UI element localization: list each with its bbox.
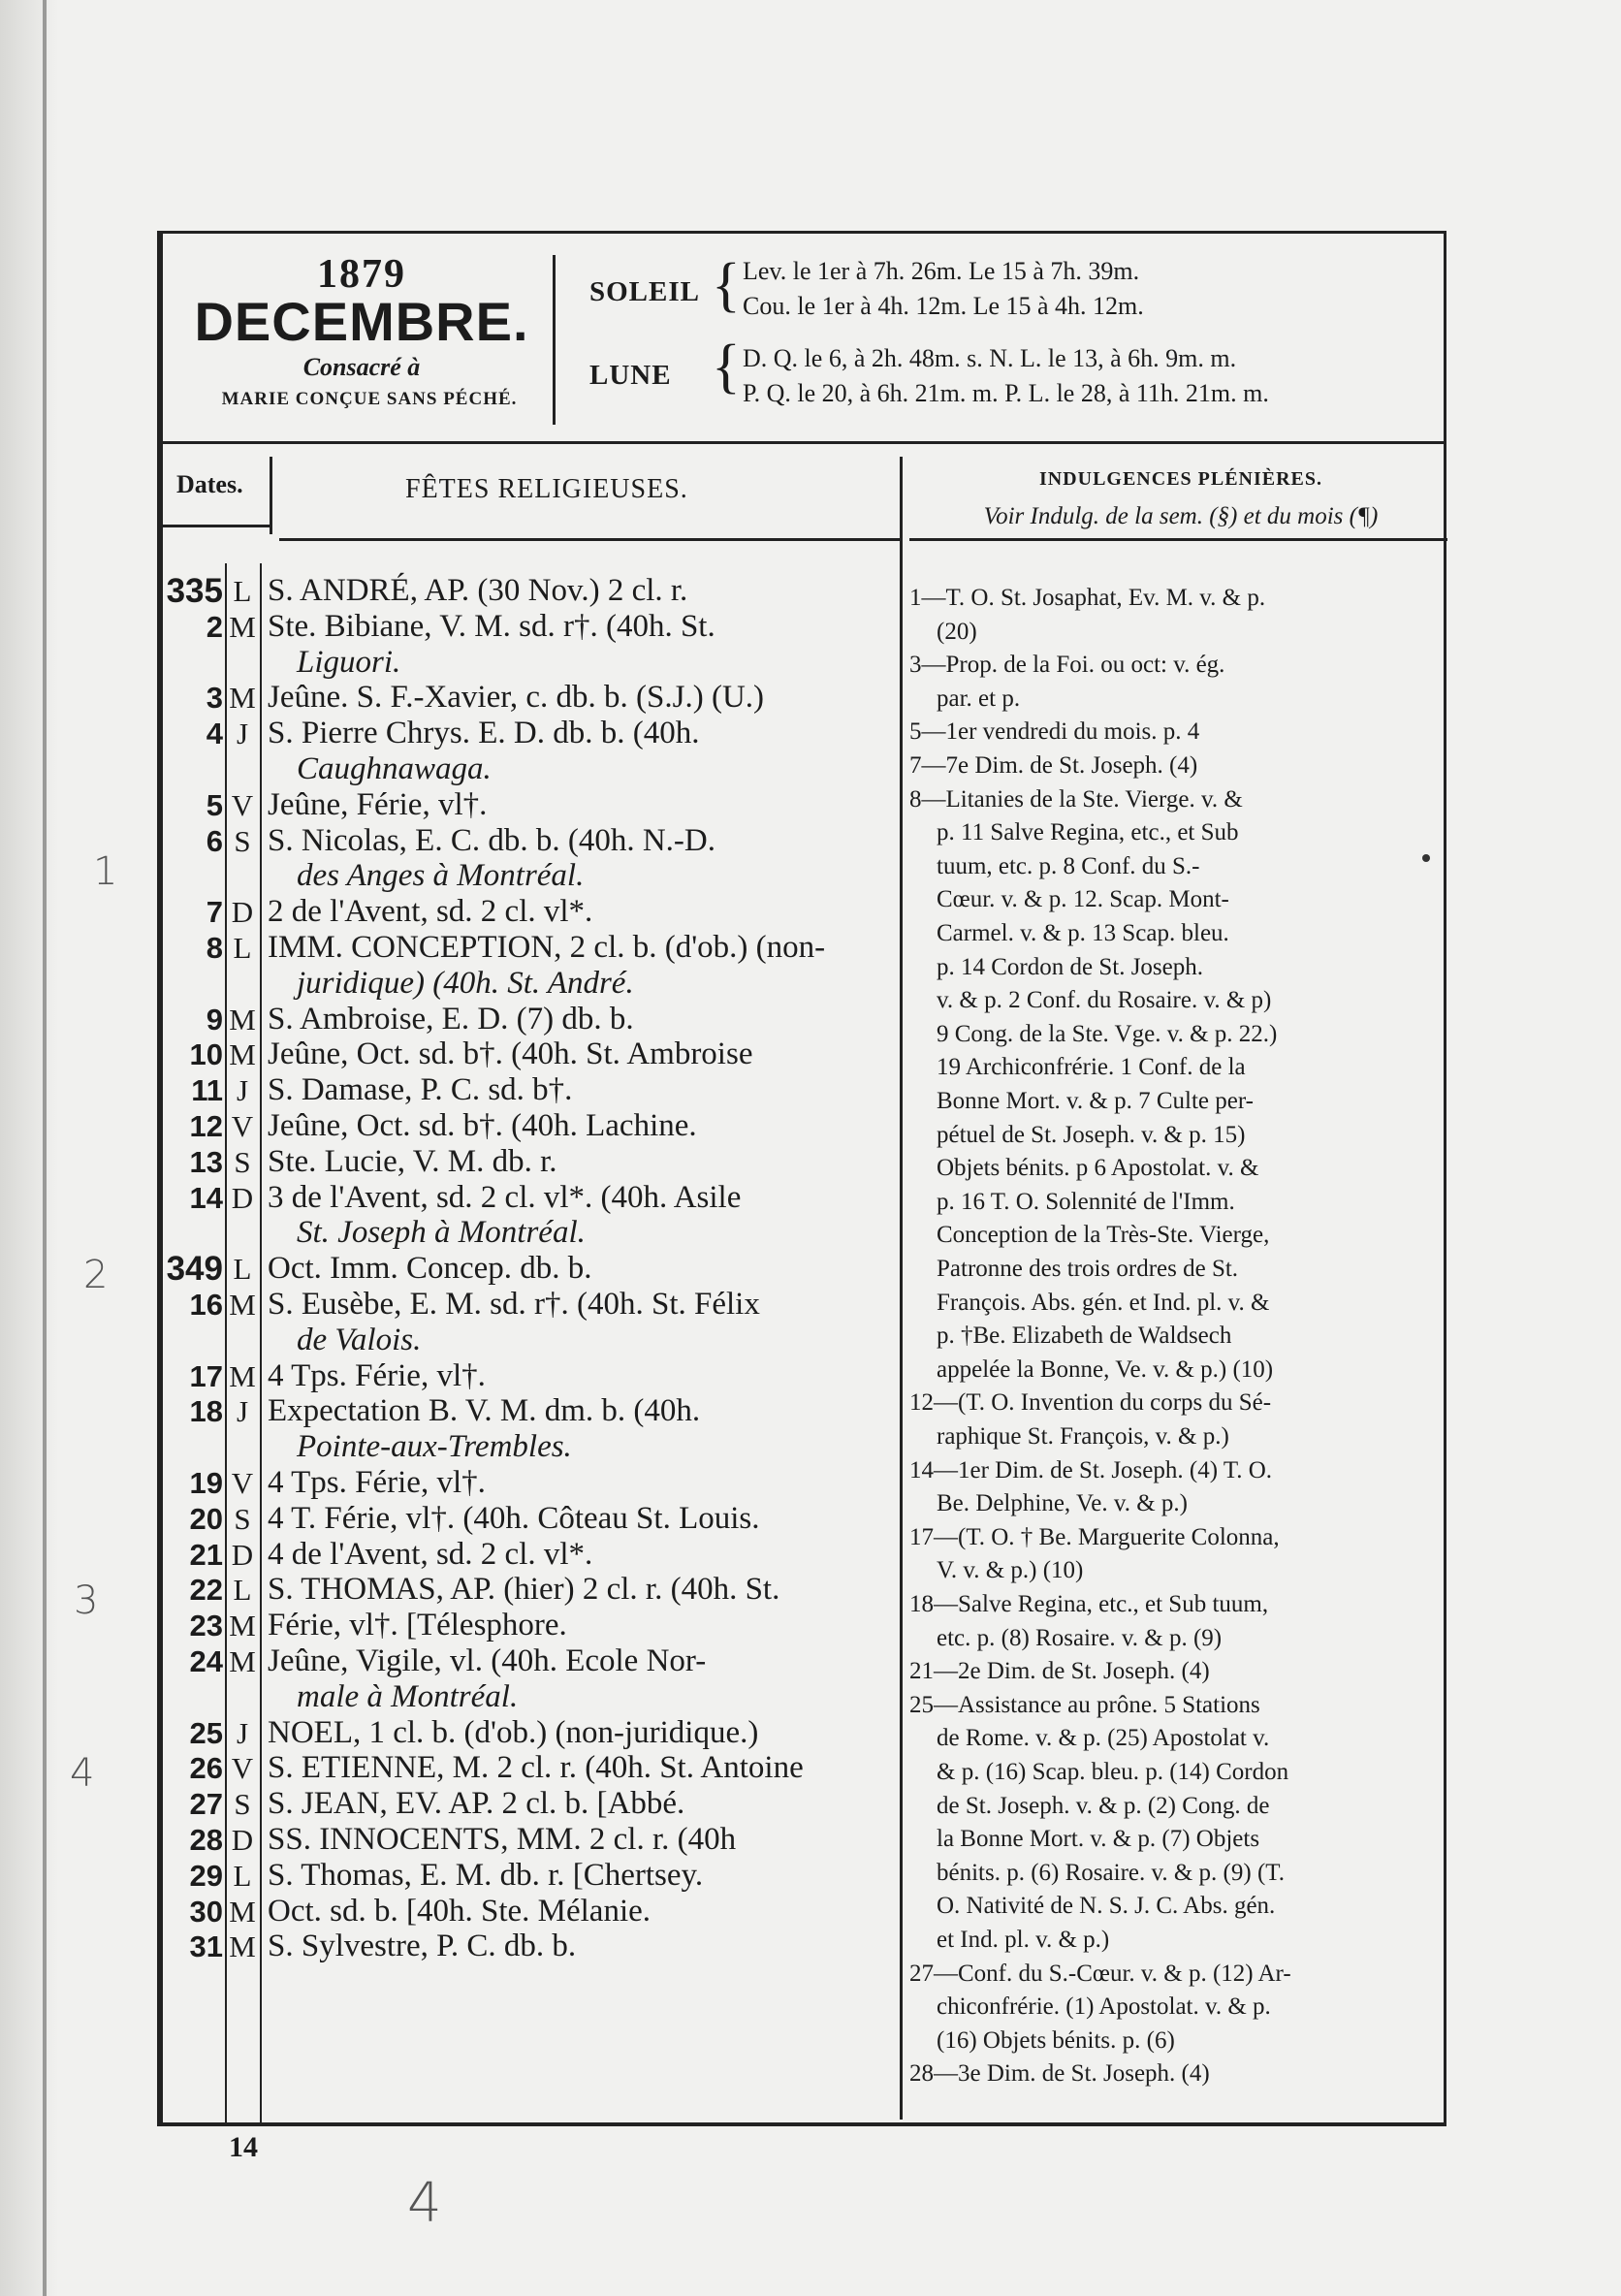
fete-text: Caughnawaga.: [297, 751, 492, 786]
col-indulgences: INDULGENCES PLÉNIÈRES.: [1038, 468, 1323, 490]
day-number: 25: [189, 1715, 223, 1750]
margin-dot: [1422, 854, 1430, 862]
page-number: 14: [229, 2131, 258, 2163]
indulgence-line: & p. (16) Scap. bleu. p. (14) Cordon: [937, 1759, 1289, 1785]
weekday-letter: M: [229, 1288, 256, 1322]
weekday-letter: V: [231, 787, 254, 822]
dedication-to: MARIE CONÇUE SANS PÉCHÉ.: [221, 389, 518, 409]
weekday-letter: S: [234, 1787, 251, 1822]
dedication: Consacré à: [302, 353, 421, 381]
fete-text: S. Nicolas, E. C. db. b. (40h. N.-D.: [268, 822, 715, 858]
day-number: 8: [206, 931, 223, 965]
indulgence-line: de Rome. v. & p. (25) Apostolat v.: [937, 1725, 1270, 1752]
weekday-letter: M: [229, 609, 256, 644]
weekday-letter: L: [233, 1573, 252, 1608]
day-number: 2: [206, 609, 223, 644]
indulgence-line: 14—1er Dim. de St. Joseph. (4) T. O.: [909, 1456, 1273, 1483]
weekday-letter: D: [231, 895, 254, 930]
weekday-letter: D: [231, 1180, 254, 1215]
month-block: [163, 234, 560, 428]
fete-text: juridique) (40h. St. André.: [297, 965, 634, 1001]
fete-text: IMM. CONCEPTION, 2 cl. b. (d'ob.) (non-: [268, 930, 826, 965]
day-number: 13: [189, 1144, 223, 1179]
fete-text: 3 de l'Avent, sd. 2 cl. vl*. (40h. Asile: [268, 1179, 742, 1215]
indulgence-line: bénits. p. (6) Rosaire. v. & p. (9) (T.: [937, 1859, 1285, 1886]
fete-text: Jeûne, Férie, vl†.: [268, 786, 488, 822]
indulgence-line: p. 11 Salve Regina, etc., et Sub: [937, 819, 1239, 846]
col-dates: Dates.: [176, 470, 243, 498]
indulgence-line: par. et p.: [937, 685, 1021, 712]
indulgence-line: 27—Conf. du S.-Cœur. v. & p. (12) Ar-: [909, 1960, 1291, 1987]
day-number: 21: [189, 1537, 223, 1572]
weekday-letter: M: [229, 1894, 256, 1929]
fete-text: Expectation B. V. M. dm. b. (40h.: [268, 1393, 701, 1429]
fete-text: S. JEAN, EV. AP. 2 cl. b. [Abbé.: [268, 1786, 685, 1822]
fete-text: 4 de l'Avent, sd. 2 cl. vl*.: [268, 1536, 593, 1572]
year: 1879: [317, 252, 406, 297]
weekday-letter: L: [233, 574, 252, 608]
weekday-letter: S: [234, 1501, 251, 1536]
fete-text: S. THOMAS, AP. (hier) 2 cl. r. (40h. St.: [268, 1572, 780, 1608]
indulgence-line: chiconfrérie. (1) Apostolat. v. & p.: [937, 1993, 1271, 2021]
fete-text: S. Pierre Chrys. E. D. db. b. (40h.: [268, 716, 700, 751]
indulgence-line: 3—Prop. de la Foi. ou oct: v. ég.: [909, 652, 1225, 679]
indulgence-line: v. & p. 2 Conf. du Rosaire. v. & p): [937, 987, 1272, 1014]
indulgence-line: Objets bénits. p 6 Apostolat. v. &: [937, 1155, 1259, 1182]
indulgence-line: p. 16 T. O. Solennité de l'Imm.: [937, 1188, 1235, 1215]
day-number: 19: [189, 1466, 223, 1500]
fete-text: Oct. Imm. Concep. db. b.: [268, 1251, 592, 1287]
indulgence-line: tuum, etc. p. 8 Conf. du S.-: [937, 852, 1200, 879]
day-number: 12: [189, 1109, 223, 1143]
page-edge: [0, 0, 58, 2296]
fete-text: Jeûne, Vigile, vl. (40h. Ecole Nor-: [268, 1643, 707, 1678]
handwritten-mark: 3: [74, 1578, 99, 1623]
day-number: 335: [166, 572, 223, 610]
day-number: 14: [189, 1180, 223, 1215]
day-number: 18: [189, 1394, 223, 1429]
indulgence-line: (16) Objets bénits. p. (6): [937, 2026, 1175, 2054]
day-number: 11: [191, 1073, 223, 1108]
day-number: 6: [206, 823, 223, 858]
indulgence-line: p. †Be. Elizabeth de Waldsech: [937, 1323, 1232, 1350]
header-divider: [553, 255, 556, 425]
indulgence-line: (20): [937, 618, 977, 645]
day-number: 20: [189, 1501, 223, 1536]
fete-text: NOEL, 1 cl. b. (d'ob.) (non-juridique.): [268, 1714, 759, 1750]
fete-text: 4 Tps. Férie, vl†.: [268, 1357, 486, 1393]
weekday-letter: D: [231, 1823, 254, 1857]
fete-text: Jeûne, Oct. sd. b†. (40h. Lachine.: [268, 1108, 697, 1143]
weekday-letter: L: [233, 1858, 252, 1893]
indulgence-line: O. Nativité de N. S. J. C. Abs. gén.: [937, 1893, 1276, 1920]
calendar-page: [157, 231, 1446, 2126]
fete-text: St. Joseph à Montréal.: [297, 1215, 586, 1251]
col-voir: Voir Indulg. de la sem. (§) et du mois (¶): [983, 503, 1379, 529]
weekday-letter: J: [236, 1394, 249, 1429]
soleil-lever: Lev. le 1er à 7h. 26m. Le 15 à 7h. 39m.: [743, 257, 1140, 285]
indulgence-line: 1—T. O. St. Josaphat, Ev. M. v. & p.: [909, 585, 1266, 611]
fete-text: Jeûne. S. F.-Xavier, c. db. b. (S.J.) (U.): [268, 680, 765, 716]
brace-icon: {: [712, 334, 741, 399]
indulgence-line: 19 Archiconfrérie. 1 Conf. de la: [937, 1054, 1246, 1081]
handwritten-mark: 4: [70, 1751, 95, 1796]
rule-header-left: [163, 525, 270, 527]
weekday-letter: M: [229, 1644, 256, 1678]
weekday-letter: M: [229, 681, 256, 716]
indulgence-line: 21—2e Dim. de St. Joseph. (4): [909, 1658, 1210, 1685]
weekday-letter: M: [229, 1609, 256, 1643]
col-fetes: FÊTES RELIGIEUSES.: [405, 474, 688, 504]
fete-text: S. Sylvestre, P. C. db. b.: [268, 1929, 577, 1964]
day-number: 349: [166, 1250, 223, 1289]
rule-header-mid: [279, 538, 900, 541]
indulgence-line: 25—Assistance au prône. 5 Stations: [909, 1691, 1260, 1718]
fete-text: Pointe-aux-Trembles.: [297, 1429, 572, 1465]
indulgence-line: de St. Joseph. v. & p. (2) Cong. de: [937, 1792, 1270, 1819]
weekday-letter: V: [231, 1751, 254, 1786]
lune-phase-1: D. Q. le 6, à 2h. 48m. s. N. L. le 13, à 6h. 9m. m.: [743, 344, 1237, 372]
day-number: 10: [189, 1037, 223, 1072]
indulgence-line: raphique St. François, v. & p.): [937, 1423, 1229, 1450]
day-number: 5: [206, 787, 223, 822]
fete-text: de Valois.: [297, 1322, 422, 1357]
day-number: 24: [189, 1644, 223, 1678]
indulgence-line: 8—Litanies de la Ste. Vierge. v. &: [909, 785, 1243, 813]
indulgence-line: Carmel. v. & p. 13 Scap. bleu.: [937, 920, 1229, 946]
day-number: 9: [206, 1002, 223, 1036]
indulgence-line: 5—1er vendredi du mois. p. 4: [909, 718, 1200, 746]
indulgence-line: et Ind. pl. v. & p.): [937, 1927, 1110, 1953]
fete-text: S. Eusèbe, E. M. sd. r†. (40h. St. Félix: [268, 1287, 760, 1322]
day-number: 22: [189, 1573, 223, 1608]
day-number: 7: [206, 895, 223, 930]
fete-text: S. Ambroise, E. D. (7) db. b.: [268, 1001, 634, 1036]
binding-line: [43, 0, 47, 2296]
month-title: DECEMBRE.: [194, 291, 529, 352]
day-number: 23: [189, 1609, 223, 1643]
fete-text: 4 Tps. Férie, vl†.: [268, 1465, 486, 1500]
indulgence-line: 28—3e Dim. de St. Joseph. (4): [909, 2060, 1210, 2088]
indulgence-line: François. Abs. gén. et Ind. pl. v. &: [937, 1289, 1270, 1316]
fete-text: S. ANDRÉ, AP. (30 Nov.) 2 cl. r.: [268, 573, 688, 608]
day-number: 29: [189, 1858, 223, 1893]
fete-text: S. Thomas, E. M. db. r. [Chertsey.: [268, 1857, 704, 1893]
weekday-letter: V: [231, 1109, 254, 1143]
day-number: 31: [189, 1929, 223, 1964]
indulgence-line: V. v. & p.) (10): [937, 1557, 1084, 1584]
fete-text: des Anges à Montréal.: [297, 858, 585, 894]
fete-text: S. ETIENNE, M. 2 cl. r. (40h. St. Antoine: [268, 1750, 804, 1786]
indulgence-line: p. 14 Cordon de St. Joseph.: [937, 953, 1203, 980]
indulgence-line: 9 Cong. de la Ste. Vge. v. & p. 22.): [937, 1020, 1278, 1047]
indulgence-line: pétuel de St. Joseph. v. & p. 15): [937, 1121, 1246, 1148]
day-number: 16: [189, 1288, 223, 1322]
lune-label: LUNE: [589, 360, 672, 391]
handwritten-mark: 2: [83, 1253, 109, 1297]
weekday-letter: S: [234, 1144, 251, 1179]
weekday-letter: J: [236, 1715, 249, 1750]
fete-text: 4 T. Férie, vl†. (40h. Côteau St. Louis.: [268, 1500, 760, 1536]
indulgence-line: Patronne des trois ordres de St.: [937, 1256, 1239, 1282]
fete-text: Liguori.: [297, 644, 401, 680]
indulgence-line: Be. Delphine, Ve. v. & p.): [937, 1490, 1188, 1517]
day-number: 27: [189, 1787, 223, 1822]
fete-text: male à Montréal.: [297, 1678, 519, 1714]
fete-text: S. Damase, P. C. sd. b†.: [268, 1072, 573, 1108]
day-number: 3: [206, 681, 223, 716]
indulgence-line: etc. p. (8) Rosaire. v. & p. (9): [937, 1624, 1223, 1651]
weekday-letter: L: [233, 1252, 252, 1287]
lune-phase-2: P. Q. le 20, à 6h. 21m. m. P. L. le 28, à 11h. 21m. m.: [743, 379, 1269, 407]
weekday-letter: S: [234, 823, 251, 858]
weekday-letter: D: [231, 1537, 254, 1572]
day-number: 30: [189, 1894, 223, 1929]
weekday-letter: L: [233, 931, 252, 965]
rule-header-right: [909, 538, 1447, 541]
weekday-letter: M: [229, 1358, 256, 1393]
indulgence-line: 17—(T. O. † Be. Marguerite Colonna,: [909, 1523, 1280, 1550]
indulgence-line: Cœur. v. & p. 12. Scap. Mont-: [937, 886, 1229, 913]
brace-icon: {: [712, 252, 741, 318]
fete-text: SS. INNOCENTS, MM. 2 cl. r. (40h: [268, 1822, 737, 1857]
weekday-letter: M: [229, 1037, 256, 1072]
day-number: 28: [189, 1823, 223, 1857]
day-number: 17: [189, 1358, 223, 1393]
fete-text: 2 de l'Avent, sd. 2 cl. vl*.: [268, 894, 593, 930]
fete-text: Ste. Lucie, V. M. db. r.: [268, 1143, 557, 1179]
weekday-letter: M: [229, 1929, 256, 1964]
fete-text: Ste. Bibiane, V. M. sd. r†. (40h. St.: [268, 608, 715, 644]
day-number: 4: [206, 717, 223, 751]
indulgence-line: Conception de la Très-Ste. Vierge,: [937, 1222, 1270, 1249]
handwritten-mark: 1: [93, 849, 118, 894]
indulgence-line: Bonne Mort. v. & p. 7 Culte per-: [937, 1088, 1255, 1114]
day-number: 26: [189, 1751, 223, 1786]
fete-text: Oct. sd. b. [40h. Ste. Mélanie.: [268, 1893, 652, 1929]
weekday-letter: J: [236, 1073, 249, 1108]
handwritten-mark: 4: [407, 2172, 442, 2235]
fete-text: Férie, vl†. [Télesphore.: [268, 1608, 567, 1643]
fete-text: Jeûne, Oct. sd. b†. (40h. St. Ambroise: [268, 1036, 753, 1072]
indulgence-line: 18—Salve Regina, etc., et Sub tuum,: [909, 1591, 1269, 1617]
rule-dates: [270, 457, 272, 534]
calendar-header: [163, 234, 1444, 444]
weekday-letter: M: [229, 1002, 256, 1036]
indulgence-line: 7—7e Dim. de St. Joseph. (4): [909, 752, 1198, 779]
soleil-coucher: Cou. le 1er à 4h. 12m. Le 15 à 4h. 12m.: [743, 292, 1144, 320]
weekday-letter: J: [236, 717, 249, 751]
soleil-label: SOLEIL: [589, 276, 700, 307]
indulgence-line: 12—(T. O. Invention du corps du Sé-: [909, 1389, 1272, 1417]
indulgence-line: appelée la Bonne, Ve. v. & p.) (10): [937, 1355, 1274, 1383]
indulgence-line: la Bonne Mort. v. & p. (7) Objets: [937, 1826, 1260, 1853]
weekday-letter: V: [231, 1466, 254, 1500]
